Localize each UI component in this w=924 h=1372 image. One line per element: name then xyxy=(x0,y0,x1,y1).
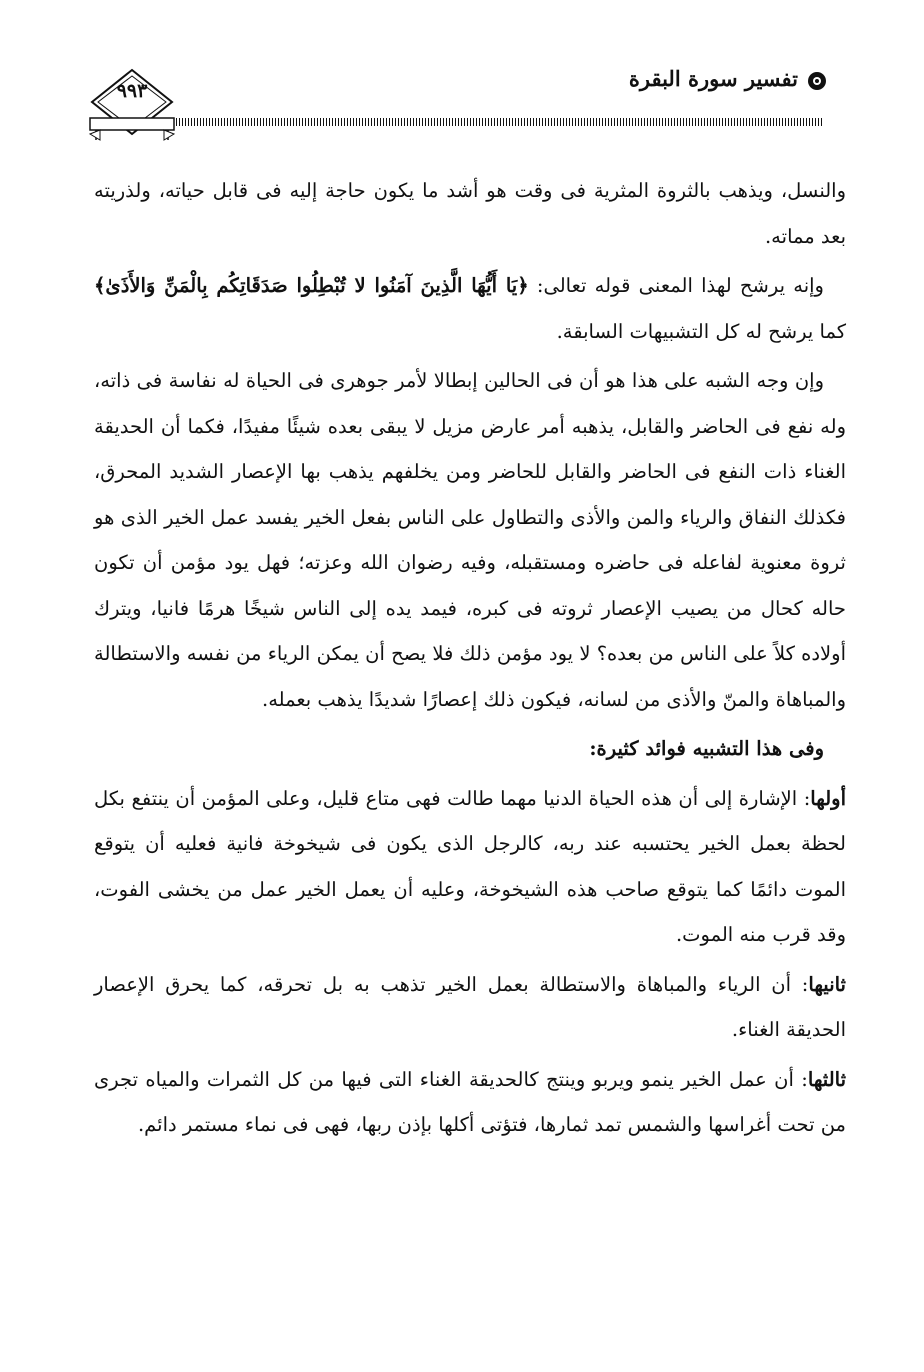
page-number: ٩٩٣ xyxy=(116,80,148,102)
header-title: تفسير سورة البقرة xyxy=(628,66,798,91)
point-first-label: أولها xyxy=(810,786,846,810)
point-second-text: : أن الرياء والمباهاة والاستطالة بعمل الخير تذهب به بل تحرقه، كما يحرق الإعصار الحديقة الغناء. xyxy=(94,972,846,1041)
point-second-label: ثانيها xyxy=(808,972,846,996)
paragraph-2 xyxy=(94,263,846,354)
quran-verse: ﴿يَا أَيُّهَا الَّذِينَ آمَنُوا لا تُبْطِلُوا صَدَقَاتِكُم بِالْمَنِّ وَالأَذَىٰ﴾ xyxy=(94,274,529,297)
point-first-text: : الإشارة إلى أن هذه الحياة الدنيا مهما طالت فهى متاع قليل، وعلى المؤمن أن ينتفع بكل لحظة بعمل الخير يحتسبه عند ربه، كالرجل الذى يكون فى شيخوخة فانية فعليه أن يتوقع الموت دائمًا كما يتوقع صاحب هذه الشيخوخة، وعليه أن يعمل الخير عمل من يخشى الفوت، وقد قرب منه الموت. xyxy=(94,786,846,946)
page-header xyxy=(86,56,828,146)
section-heading: وفى هذا التشبيه فوائد كثيرة: xyxy=(589,737,824,760)
point-third-text: : أن عمل الخير ينمو ويربو وينتج كالحديقة الغناء التى فيها من كل الثمرات والمياه تجرى من تحت أغراسها والشمس تمد ثمارها، فتؤتى أكلها بإذن ربها، فهى فى نماء مستمر دائم. xyxy=(94,1067,846,1136)
header-rule xyxy=(164,118,824,126)
point-second xyxy=(94,962,846,1053)
point-third-label: ثالثها xyxy=(807,1067,846,1091)
point-first xyxy=(94,776,846,958)
paragraph-1: والنسل، ويذهب بالثروة المثرية فى وقت هو أشد ما يكون حاجة إليه فى قابل حياته، ولذريته بعد مماته. xyxy=(94,179,846,248)
paragraph-3: وإن وجه الشبه على هذا هو أن فى الحالين إبطالا لأمر جوهرى فى الحياة له نفاسة فى ذاته، وله نفع فى الحاضر والقابل، يذهبه أمر عارض مزيل لا يبقى بعده شيئًا مفيدًا، فكما أن الحديقة الغناء ذات النفع فى الحاضر والقابل للحاضر ومن يخلفهم يذهب بها الإعصار الشديد المحرق، فكذلك النفاق والرياء والمن والأذى والتطاول على الناس بفعل الخير يفسد عمل الخير الذى هو ثروة معنوية لفاعله فى حاضره ومستقبله، وفيه رضوان الله وعزته؛ فهل يود مؤمن أن تكون حاله كحال من يصيب الإعصار ثروته فى كبره، فيمد يده إلى الناس شيخًا هرمًا فانيا، ويترك أولاده كلاً على الناس من بعده؟ لا يود مؤمن ذلك فلا يصح أن يمكن الرياء من نفسه والاستطالة والمباهاة والمنّ والأذى من لسانه، فيكون ذلك إعصارًا شديدًا يذهب بعمله. xyxy=(94,369,846,711)
body-text xyxy=(94,168,846,1148)
paragraph-2-tail: كما يرشح له كل التشبيهات السابقة. xyxy=(556,319,846,343)
point-third xyxy=(94,1057,846,1148)
paragraph-2-intro: وإنه يرشح لهذا المعنى قوله تعالى: xyxy=(528,274,824,297)
ornament-icon xyxy=(806,70,828,92)
